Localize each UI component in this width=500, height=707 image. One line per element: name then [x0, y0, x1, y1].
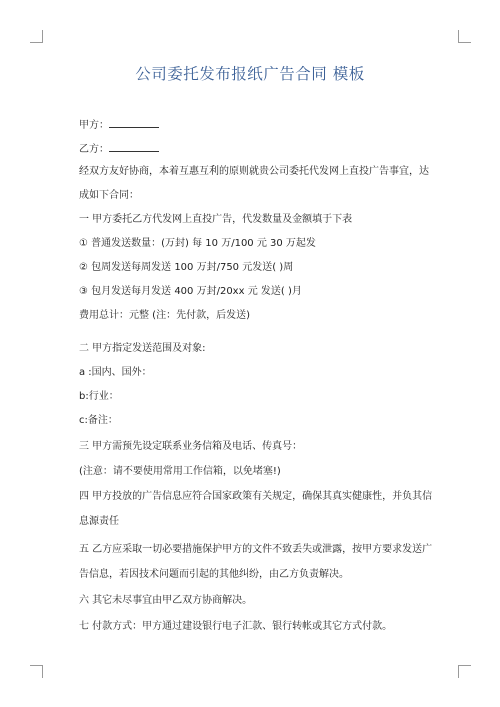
section-3-heading: 三 甲方需预先设定联系业务信箱及电话、传真号： — [79, 441, 303, 452]
party-a-blank — [109, 117, 159, 128]
section-2-b: b:行业： — [79, 391, 119, 402]
section-2-a: a :国内、国外： — [79, 367, 152, 378]
section-2-heading: 二 甲方指定发送范围及对象: — [79, 343, 206, 354]
section-3-note: (注意：请不要使用常用工作信箱，以免堵塞!) — [79, 466, 281, 477]
section-5-line-1: 五 乙方应采取一切必要措施保护甲方的文件不致丢失或泄露，按甲方要求发送广 — [79, 544, 433, 555]
crop-mark-bottom-left — [30, 665, 43, 678]
party-b-label: 乙方： — [79, 144, 109, 155]
crop-mark-bottom-right — [458, 665, 471, 678]
section-6: 六 其它未尽事宜由甲乙双方协商解决。 — [79, 595, 253, 606]
section-1-heading: 一 甲方委托乙方代发网上直投广告，代发数量及金额填于下表 — [79, 214, 353, 225]
party-a-line — [79, 117, 429, 133]
document-title: 公司委托发布报纸广告合同 模板 — [135, 65, 365, 83]
party-b-line — [79, 141, 429, 157]
section-4-line-1: 四 甲方投放的广告信息应符合国家政策有关规定，确保其真实健康性，并负其信 — [79, 491, 433, 502]
party-a-label: 甲方： — [79, 120, 109, 131]
section-1-item-2: ② 包周发送每周发送 100 万封/750 元发送( )周 — [79, 262, 294, 273]
crop-mark-top-right — [458, 30, 471, 43]
fee-total: 费用总计：元整 (注：先付款，后发送) — [79, 310, 250, 321]
section-1-item-3: ③ 包月发送每月发送 400 万封/20xx 元 发送( )月 — [79, 286, 302, 297]
section-7: 七 付款方式：甲方通过建设银行电子汇款、银行转帐或其它方式付款。 — [79, 621, 393, 632]
crop-mark-top-left — [30, 30, 43, 43]
section-4-line-2: 息源责任 — [79, 516, 119, 527]
section-2-c: c:备注： — [79, 415, 118, 426]
section-5-line-2: 告信息，若因技术问题而引起的其他纠纷，由乙方负责解决。 — [79, 569, 349, 580]
intro-line-2: 成如下合同： — [79, 190, 139, 201]
party-b-blank — [109, 141, 159, 152]
section-1-item-1: ① 普通发送数量：(万封) 每 10 万/100 元 30 万起发 — [79, 238, 316, 249]
intro-line-1: 经双方友好协商，本着互惠互利的原则就贵公司委托代发网上直投广告事宜，达 — [79, 166, 429, 177]
